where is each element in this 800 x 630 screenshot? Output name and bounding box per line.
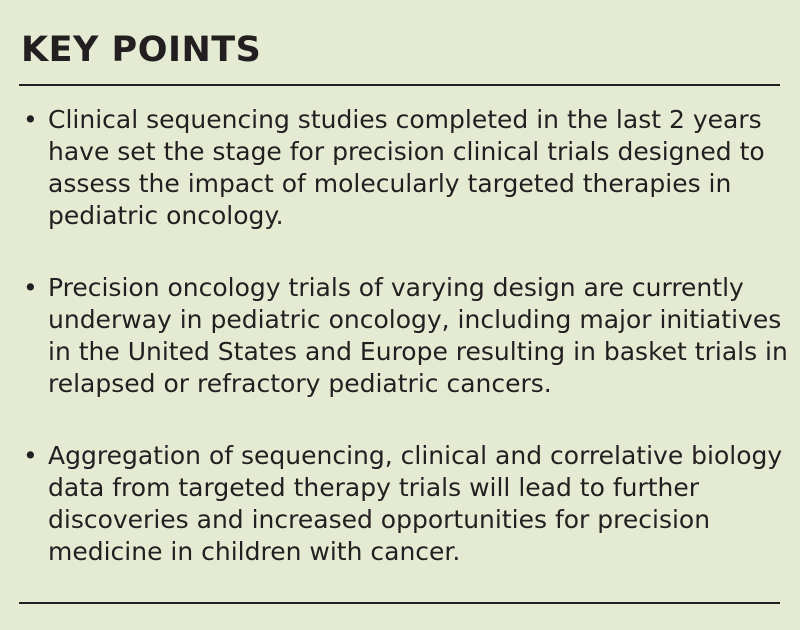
- key-point-text: Precision oncology trials of varying design are currently underway in pediatric oncology, including major initiatives in the United States and Europe resulting in basket trials in relapsed or refractory pediatric cancers.: [48, 273, 788, 398]
- key-points-list: [20, 104, 790, 568]
- bottom-divider: [19, 602, 780, 604]
- key-point-item: [20, 104, 790, 232]
- bullet-icon: •: [23, 273, 38, 302]
- title-divider: [19, 84, 780, 86]
- bullet-icon: •: [23, 441, 38, 470]
- key-point-item: [20, 272, 790, 400]
- bullet-icon: •: [23, 105, 38, 134]
- key-point-text: Clinical sequencing studies completed in the last 2 years have set the stage for precision clinical trials designed to assess the impact of molecularly targeted therapies in pediatric oncology.: [48, 105, 765, 230]
- key-points-title: KEY POINTS: [21, 30, 262, 70]
- key-point-item: [20, 440, 790, 568]
- key-point-text: Aggregation of sequencing, clinical and correlative biology data from targeted therapy trials will lead to further discoveries and increased opportunities for precision medicine in children with cancer.: [48, 441, 783, 566]
